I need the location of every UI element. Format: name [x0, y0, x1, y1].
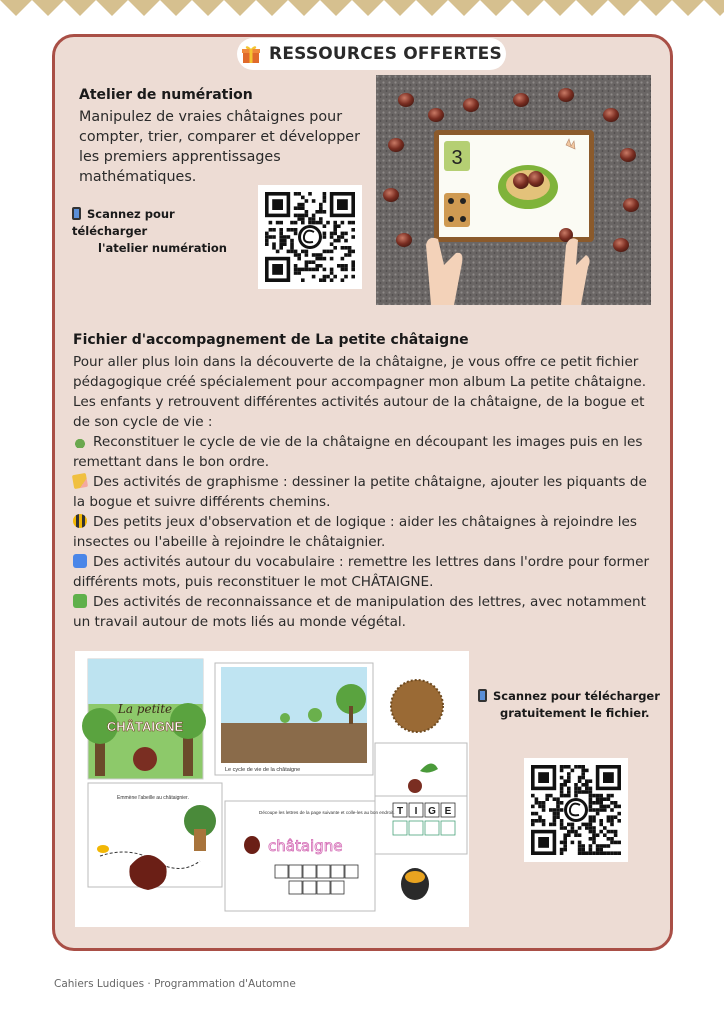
abc-icon [73, 554, 87, 568]
bee-caption: Emmène l'abeille au châtaignier. [117, 795, 189, 801]
section2-intro: Pour aller plus loin dans la découverte de la châtaigne, je vous offre ce petit fichier pédagogique créé spécialement pour accompagner mon album La petite châtaigne. Les enfants y retrouvent différentes activités autour de la châtaigne, de la bogue et de son cycle de vie : [73, 354, 647, 430]
svg-text:E: E [444, 806, 452, 817]
svg-text:T: T [396, 806, 404, 817]
worksheet-collage [75, 651, 469, 927]
section2-body [73, 352, 653, 632]
numeration-activity-photo [376, 75, 651, 305]
badge-title: RESSOURCES OFFERTES [269, 44, 502, 64]
letters-caption: Découpe les lettres de la page suivante et colle-les au bon endroit. [259, 810, 395, 815]
phone-icon [72, 207, 81, 220]
seedling-icon [73, 434, 87, 448]
scan-line-1: Scannez pour télécharger [493, 689, 660, 703]
section2-title: Fichier d'accompagnement de La petite châtaigne [73, 332, 469, 348]
pencil-icon [72, 473, 88, 489]
puzzle-icon [73, 594, 87, 608]
qr-code-numeration[interactable] [258, 185, 362, 289]
cycle-caption: Le cycle de vie de la châtaigne [225, 767, 301, 773]
scan-instruction-numeration [72, 206, 252, 257]
scan-line-1: Scannez pour télécharger [72, 207, 175, 238]
scan-instruction-fichier [478, 688, 668, 722]
svg-text:G: G [428, 806, 436, 817]
scan-line-2: l'atelier numération [98, 241, 227, 255]
svg-text:I: I [414, 806, 418, 817]
activity-item: Reconstituer le cycle de vie de la châtaigne en découpant les images puis en les remettant dans le bon ordre. [73, 434, 643, 470]
section1-title: Atelier de numération [79, 87, 253, 103]
activity-item: Des activités de reconnaissance et de manipulation des lettres, avec notamment un travail autour de mots liés au monde végétal. [73, 594, 646, 630]
scan-line-2: gratuitement le fichier. [500, 706, 650, 720]
section1-description: Manipulez de vraies châtaignes pour compter, trier, comparer et développer les premiers apprentissages mathématiques. [79, 109, 360, 185]
phone-icon [478, 689, 487, 702]
activity-item: Des petits jeux d'observation et de logique : aider les châtaignes à rejoindre les insectes ou l'abeille à rejoindre le châtaignier. [73, 514, 637, 550]
gift-icon [241, 44, 261, 64]
activity-item: Des activités de graphisme : dessiner la petite châtaigne, ajouter les piquants de la bogue et suivre différents chemins. [73, 474, 647, 510]
qr-code-fichier[interactable] [524, 758, 628, 862]
book-title-1: La petite [117, 702, 173, 716]
word-chataigne: châtaigne [268, 837, 343, 855]
book-title-2: CHÂTAIGNE [106, 719, 184, 734]
bee-icon [73, 514, 87, 528]
card-number: 3 [451, 147, 463, 169]
page-footer: Cahiers Ludiques · Programmation d'Automne [54, 978, 296, 990]
resources-badge [237, 38, 506, 70]
activity-item: Des activités autour du vocabulaire : remettre les lettres dans l'ordre pour former différents mots, puis reconstituer le mot CHÂTAIGNE. [73, 554, 650, 590]
top-zigzag-border [0, 0, 724, 18]
